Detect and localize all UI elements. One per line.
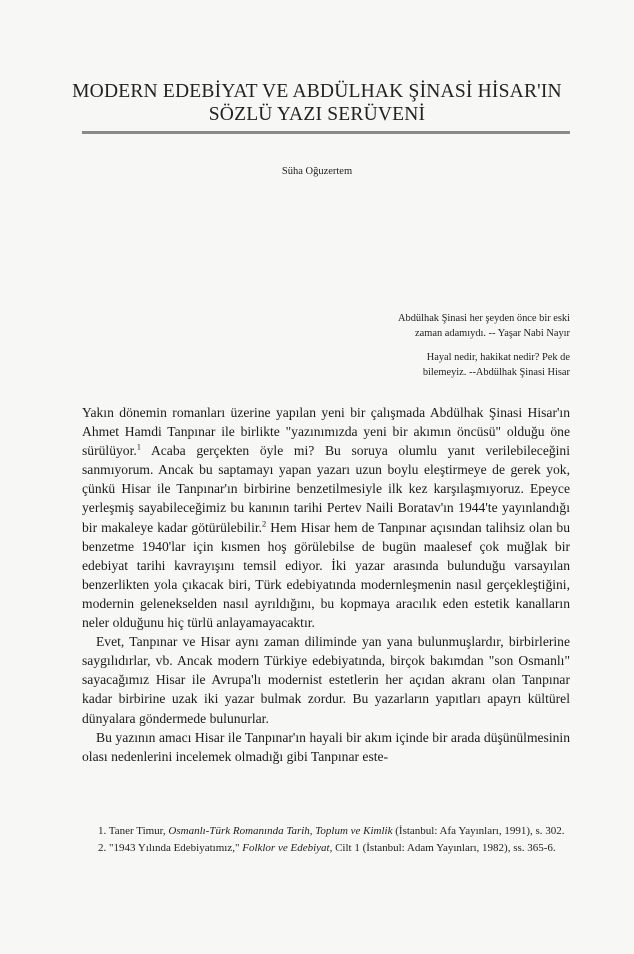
article-title xyxy=(60,80,574,126)
epigraph-2 xyxy=(310,351,570,380)
footnote-ref-2[interactable]: 2 xyxy=(262,518,267,529)
footnote-ref-1[interactable]: 1 xyxy=(136,441,142,452)
footnote-1 xyxy=(82,823,570,840)
author-name: Süha Oğuzertem xyxy=(281,166,353,177)
paragraph-1 xyxy=(82,403,570,632)
title-rule xyxy=(82,131,570,134)
paragraph-2: Evet, Tanpınar ve Hisar aynı zaman diliminde yan yana bulunmuşlardır, birbirlerine saygılıdırlar, vb. Ancak modern Türkiye edebiyatında, birçok bakımdan "son Osmanlı" sayacağımız Hisar ile Avrupa'lı modernist estetlerin her açıdan akranı olan Tanpınar kadar birbirine uzak iki yazar bulmak zordur. Bu yazarların yapıtları apayrı kültürel dünyalara göndermede bulunurlar. xyxy=(82,634,570,726)
footnote-2-title: Folklor ve Edebiyat, xyxy=(242,842,333,854)
footnote-2-pre: 2. "1943 Yılında Edebiyatımız," xyxy=(98,842,243,854)
title-line-2: SÖZLÜ YAZI SERÜVENİ xyxy=(208,104,426,125)
paragraph-1-part-c: Hem Hisar hem de Tanpınar açısından talihsiz olan bu benzetme 1940'lar için kısmen hoş görülebilse de bugün maalesef çok muğlak bir edebiyat tarihi kavrayışını temsil ediyor. İki yazar arasında bulunduğu varsayılan benzerlikten yola çıkacak biri, Türk edebiyatında modernleşmenin nasıl gerçekleştiğini, modernin gelenekselden nasıl ayrıldığını, bu kopmaya aracılık eden estetik kanalların neler olduğunu hiç türlü anlayamayacaktır. xyxy=(82,519,571,631)
epigraph-1-line-1: Abdülhak Şinasi her şeyden önce bir eski xyxy=(398,313,570,324)
paragraph-3: Bu yazının amacı Hisar ile Tanpınar'ın hayali bir akım içinde bir arada düşünülmesinin olası nedenlerini incelemek olmadığı gibi Tanpınar este- xyxy=(82,729,570,764)
epigraph-2-line-2: bilemeyiz. --Abdülhak Şinasi Hisar xyxy=(422,366,570,378)
footnotes xyxy=(82,823,570,857)
epigraph-2-line-1: Hayal nedir, hakikat nedir? Pek de xyxy=(426,352,570,363)
title-line-1: MODERN EDEBİYAT VE ABDÜLHAK ŞİNASİ HİSAR'IN xyxy=(72,81,562,102)
body-text xyxy=(82,403,570,766)
paragraph-1-part-a: Yakın dönemin romanları üzerine yapılan yeni bir çalışmada Abdülhak Şinasi Hisar'ın Ahmet Hamdi Tanpınar ile birlikte "yazınımızda yeni bir akımın öncüsü" olduğu öne sürülüyor. xyxy=(82,405,570,459)
footnote-2 xyxy=(82,840,570,857)
epigraph-1 xyxy=(310,312,570,341)
footnote-1-title: Osmanlı-Türk Romanında Tarih, Toplum ve Kimlik xyxy=(168,825,393,837)
footnote-1-post: (İstanbul: Afa Yayınları, 1991), s. 302. xyxy=(392,825,565,837)
footnote-1-pre: 1. Taner Timur, xyxy=(98,825,169,837)
footnote-2-post: Cilt 1 (İstanbul: Adam Yayınları, 1982), ss. 365-6. xyxy=(332,842,556,854)
epigraph-1-line-2: zaman adamıydı. -- Yaşar Nabi Nayır xyxy=(415,327,570,339)
paragraph-1-part-b: Acaba gerçekten öyle mi? Bu soruya olumlu yanıt verilebileceğini sanmıyorum. Ancak bu saptamayı yapan yazarı uzun boylu eleştirmeye de gerek yok, çünkü Hisar ile Tanpınar'ın birbirine benzetilmesiyle ilk kez karşılaşmıyoruz. Epeyce yerleşmiş sayabileceğimiz bu kanının tarihi Pertev Naili Boratav'ın 1944'te yayınlandığı bir makaleye kadar götürülebilir. xyxy=(82,443,570,535)
